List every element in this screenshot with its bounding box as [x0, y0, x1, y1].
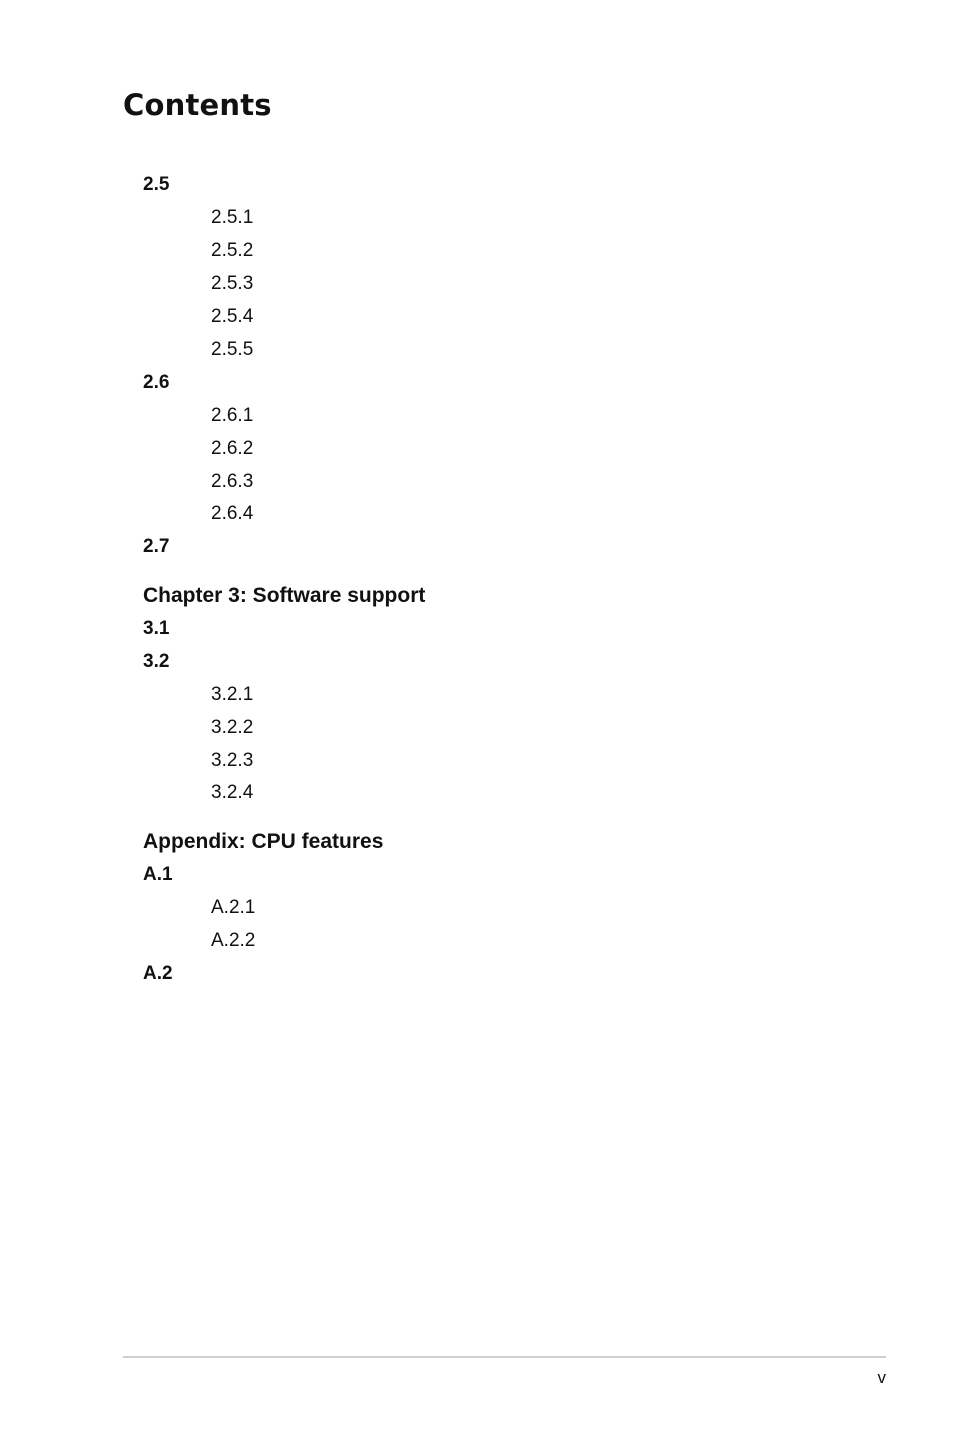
toc-entry-number: 2.5.1	[211, 207, 254, 228]
toc-entry-number: 2.5.2	[211, 240, 254, 261]
toc-entry-number: A.2.1	[211, 897, 256, 918]
toc-entry-number: 2.6.1	[211, 405, 254, 426]
toc-entry-number: 2.5.5	[211, 339, 254, 360]
toc-entry-number: 3.2	[143, 651, 170, 672]
footer-rule	[123, 1356, 886, 1358]
toc-entry-number: 3.2.2	[211, 717, 254, 738]
page-title: Contents	[123, 88, 272, 122]
toc-entry-number: A.2	[143, 963, 173, 984]
toc-entry-number: A.1	[143, 864, 173, 885]
chapter-heading: Chapter 3: Software support	[143, 584, 426, 607]
toc-entry-number: 2.6.4	[211, 503, 254, 524]
toc-entry-number: A.2.2	[211, 930, 256, 951]
toc-entry-number: 2.5	[143, 174, 170, 195]
toc-entry-number: 2.6.2	[211, 438, 254, 459]
page-number: v	[877, 1368, 886, 1387]
toc-entry-number: 3.2.1	[211, 684, 254, 705]
toc-entry-number: 2.6	[143, 372, 170, 393]
chapter-heading: Appendix: CPU features	[143, 830, 384, 853]
toc-entry-number: 2.5.4	[211, 306, 254, 327]
toc-entry-number: 3.2.3	[211, 750, 254, 771]
toc-entry-number: 2.7	[143, 536, 170, 557]
toc-entry-number: 2.5.3	[211, 273, 254, 294]
toc-entry-number: 3.1	[143, 618, 170, 639]
toc-entry-number: 2.6.3	[211, 471, 254, 492]
toc-entry-number: 3.2.4	[211, 782, 254, 803]
